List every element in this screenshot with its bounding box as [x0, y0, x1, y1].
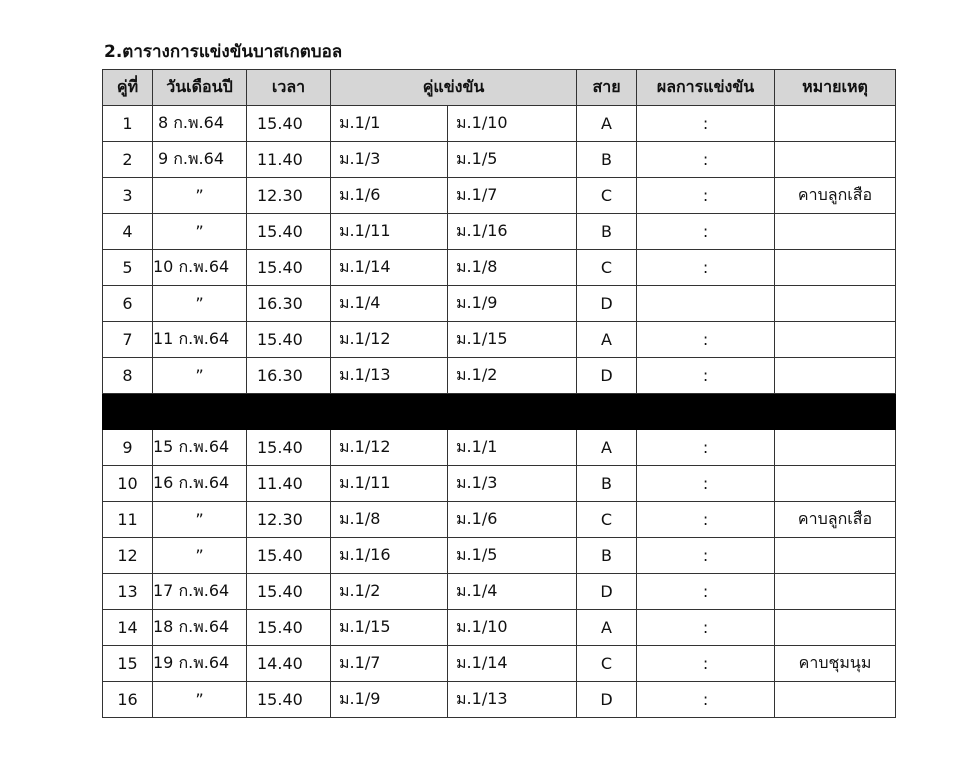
cell-team-a: ม.1/12: [331, 430, 448, 466]
cell-note: [775, 214, 896, 250]
cell-line: D: [577, 682, 637, 718]
table-row: [103, 286, 896, 322]
cell-line: C: [577, 502, 637, 538]
header-date: วันเดือนปี: [153, 70, 247, 106]
cell-line: D: [577, 358, 637, 394]
cell-result: :: [637, 502, 775, 538]
cell-result: :: [637, 214, 775, 250]
cell-note: [775, 250, 896, 286]
table-row: [103, 574, 896, 610]
cell-no: 13: [103, 574, 153, 610]
cell-time: 16.30: [247, 358, 331, 394]
cell-team-a: ม.1/7: [331, 646, 448, 682]
table-row: [103, 106, 896, 142]
cell-note: [775, 610, 896, 646]
cell-result: :: [637, 358, 775, 394]
cell-date: 10 ก.พ.64: [153, 250, 247, 286]
cell-note: [775, 538, 896, 574]
cell-team-a: ม.1/8: [331, 502, 448, 538]
cell-team-a: ม.1/11: [331, 466, 448, 502]
cell-team-b: ม.1/10: [448, 106, 577, 142]
cell-time: 15.40: [247, 538, 331, 574]
cell-time: 12.30: [247, 502, 331, 538]
cell-line: A: [577, 322, 637, 358]
cell-note: [775, 466, 896, 502]
cell-date: ”: [153, 682, 247, 718]
first-round-body: [103, 106, 896, 394]
cell-time: 11.40: [247, 466, 331, 502]
cell-line: C: [577, 178, 637, 214]
cell-team-b: ม.1/2: [448, 358, 577, 394]
cell-date: 9 ก.พ.64: [153, 142, 247, 178]
cell-no: 4: [103, 214, 153, 250]
cell-date: ”: [153, 358, 247, 394]
cell-time: 11.40: [247, 142, 331, 178]
table-row: [103, 502, 896, 538]
cell-no: 7: [103, 322, 153, 358]
cell-date: ”: [153, 286, 247, 322]
cell-no: 10: [103, 466, 153, 502]
cell-no: 9: [103, 430, 153, 466]
header-row: [103, 70, 896, 106]
cell-team-b: ม.1/8: [448, 250, 577, 286]
table-row: [103, 430, 896, 466]
cell-date: 15 ก.พ.64: [153, 430, 247, 466]
cell-note: [775, 574, 896, 610]
cell-time: 15.40: [247, 430, 331, 466]
header-match: คู่แข่งขัน: [331, 70, 577, 106]
cell-date: 16 ก.พ.64: [153, 466, 247, 502]
cell-result: :: [637, 574, 775, 610]
cell-date: 11 ก.พ.64: [153, 322, 247, 358]
page-title: 2.ตารางการแข่งขันบาสเกตบอล: [104, 42, 343, 62]
cell-team-b: ม.1/16: [448, 214, 577, 250]
cell-no: 16: [103, 682, 153, 718]
header-no: คู่ที่: [103, 70, 153, 106]
cell-time: 15.40: [247, 214, 331, 250]
table-row: [103, 466, 896, 502]
cell-time: 15.40: [247, 322, 331, 358]
cell-team-b: ม.1/7: [448, 178, 577, 214]
cell-team-b: ม.1/15: [448, 322, 577, 358]
cell-time: 12.30: [247, 178, 331, 214]
cell-line: D: [577, 574, 637, 610]
cell-date: 17 ก.พ.64: [153, 574, 247, 610]
table-row: [103, 646, 896, 682]
cell-time: 15.40: [247, 574, 331, 610]
cell-result: :: [637, 106, 775, 142]
cell-line: D: [577, 286, 637, 322]
cell-result: :: [637, 538, 775, 574]
cell-no: 11: [103, 502, 153, 538]
cell-note: [775, 358, 896, 394]
table-row: [103, 682, 896, 718]
cell-time: 15.40: [247, 250, 331, 286]
table-row: [103, 178, 896, 214]
cell-no: 2: [103, 142, 153, 178]
cell-note: คาบลูกเสือ: [775, 178, 896, 214]
second-round-body: [103, 430, 896, 718]
cell-team-a: ม.1/4: [331, 286, 448, 322]
header-result: ผลการแข่งขัน: [637, 70, 775, 106]
cell-result: :: [637, 682, 775, 718]
cell-team-b: ม.1/3: [448, 466, 577, 502]
cell-team-a: ม.1/2: [331, 574, 448, 610]
cell-line: B: [577, 214, 637, 250]
cell-date: 18 ก.พ.64: [153, 610, 247, 646]
cell-team-b: ม.1/14: [448, 646, 577, 682]
cell-result: :: [637, 610, 775, 646]
table-row: [103, 250, 896, 286]
table-row: [103, 358, 896, 394]
header-note: หมายเหตุ: [775, 70, 896, 106]
cell-note: คาบลูกเสือ: [775, 502, 896, 538]
cell-note: [775, 430, 896, 466]
table-row: [103, 322, 896, 358]
cell-no: 14: [103, 610, 153, 646]
table-row: [103, 538, 896, 574]
cell-date: ”: [153, 502, 247, 538]
cell-time: 16.30: [247, 286, 331, 322]
cell-team-b: ม.1/9: [448, 286, 577, 322]
cell-no: 5: [103, 250, 153, 286]
table-row: [103, 142, 896, 178]
cell-result: :: [637, 142, 775, 178]
cell-no: 15: [103, 646, 153, 682]
cell-line: C: [577, 646, 637, 682]
cell-team-a: ม.1/11: [331, 214, 448, 250]
cell-team-b: ม.1/5: [448, 538, 577, 574]
table-row: [103, 214, 896, 250]
cell-no: 6: [103, 286, 153, 322]
cell-team-a: ม.1/15: [331, 610, 448, 646]
cell-team-b: ม.1/13: [448, 682, 577, 718]
cell-team-b: ม.1/10: [448, 610, 577, 646]
cell-line: A: [577, 430, 637, 466]
cell-time: 14.40: [247, 646, 331, 682]
cell-date: ”: [153, 538, 247, 574]
cell-date: 8 ก.พ.64: [153, 106, 247, 142]
cell-date: 19 ก.พ.64: [153, 646, 247, 682]
cell-no: 8: [103, 358, 153, 394]
cell-result: :: [637, 466, 775, 502]
cell-no: 1: [103, 106, 153, 142]
cell-time: 15.40: [247, 106, 331, 142]
cell-note: คาบชุมนุม: [775, 646, 896, 682]
cell-result: [637, 286, 775, 322]
cell-team-b: ม.1/5: [448, 142, 577, 178]
cell-line: B: [577, 142, 637, 178]
cell-team-b: ม.1/4: [448, 574, 577, 610]
cell-note: [775, 142, 896, 178]
cell-result: :: [637, 178, 775, 214]
cell-team-a: ม.1/9: [331, 682, 448, 718]
cell-line: B: [577, 538, 637, 574]
cell-team-a: ม.1/14: [331, 250, 448, 286]
cell-date: ”: [153, 178, 247, 214]
cell-note: [775, 286, 896, 322]
cell-no: 3: [103, 178, 153, 214]
separator-bar: [103, 394, 896, 430]
separator-row: [103, 394, 896, 430]
cell-team-a: ม.1/3: [331, 142, 448, 178]
separator-body: [103, 394, 896, 430]
cell-time: 15.40: [247, 682, 331, 718]
cell-line: B: [577, 466, 637, 502]
table-row: [103, 610, 896, 646]
cell-result: :: [637, 646, 775, 682]
header-time: เวลา: [247, 70, 331, 106]
cell-team-a: ม.1/6: [331, 178, 448, 214]
cell-time: 15.40: [247, 610, 331, 646]
cell-team-b: ม.1/1: [448, 430, 577, 466]
cell-result: :: [637, 430, 775, 466]
cell-date: ”: [153, 214, 247, 250]
cell-team-a: ม.1/1: [331, 106, 448, 142]
cell-result: :: [637, 250, 775, 286]
cell-line: A: [577, 106, 637, 142]
cell-no: 12: [103, 538, 153, 574]
cell-team-b: ม.1/6: [448, 502, 577, 538]
header-line: สาย: [577, 70, 637, 106]
cell-line: C: [577, 250, 637, 286]
basketball-schedule-table: [102, 69, 896, 718]
cell-line: A: [577, 610, 637, 646]
cell-team-a: ม.1/12: [331, 322, 448, 358]
cell-result: :: [637, 322, 775, 358]
cell-note: [775, 106, 896, 142]
cell-note: [775, 322, 896, 358]
cell-note: [775, 682, 896, 718]
cell-team-a: ม.1/16: [331, 538, 448, 574]
cell-team-a: ม.1/13: [331, 358, 448, 394]
